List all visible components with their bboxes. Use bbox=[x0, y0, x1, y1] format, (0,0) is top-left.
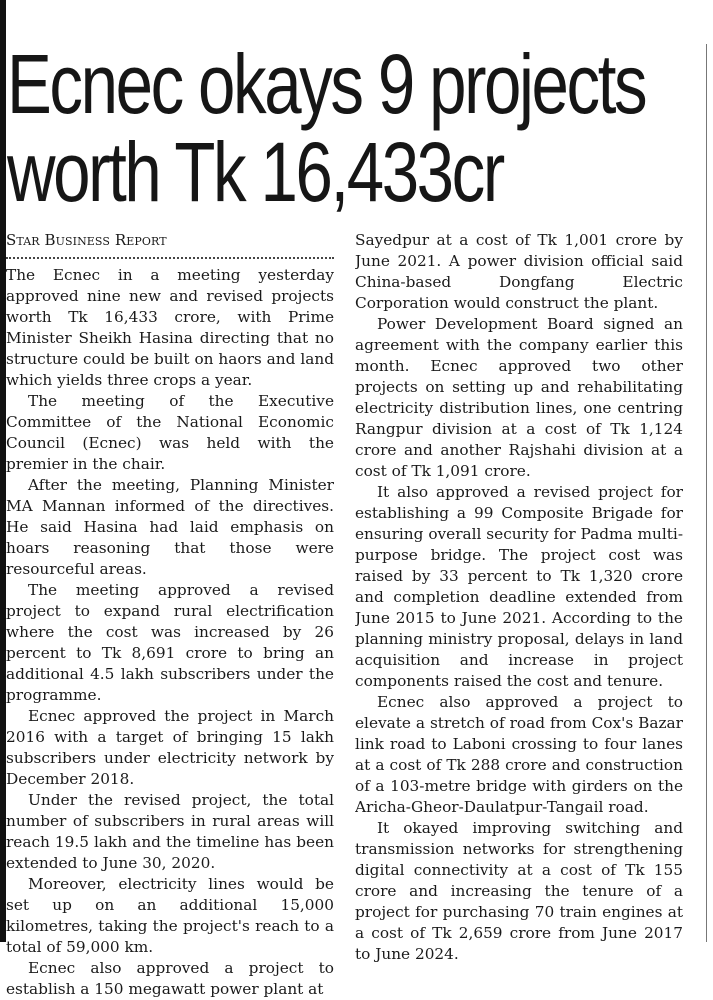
paragraph: Ecnec also approved a project to elevate a stretch of road from Cox's Bazar link road to Laboni crossing to four lanes at a cost of Tk 288 crore and construction of a 103-metre bridge with girders on the Aricha-Gheor-Daulatpur-Tangail road. bbox=[355, 693, 683, 816]
paragraph: The meeting of the Executive Committee of the National Economic Council (Ecnec) was held with the premier in the chair. bbox=[6, 392, 334, 473]
headline bbox=[7, 37, 646, 219]
paragraph: Power Development Board signed an agreement with the company earlier this month. Ecnec approved two other projects on setting up and rehabilitating electricity distribution lines, one centring Rangpur division at a cost of Tk 1,124 crore and another Rajshahi division at a cost of Tk 1,091 crore. bbox=[355, 315, 683, 480]
paragraph: Ecnec approved the project in March 2016 with a target of bringing 15 lakh subscribers under electricity network by December 2018. bbox=[6, 707, 334, 788]
byline: Star Business Report bbox=[6, 231, 167, 249]
paragraph: After the meeting, Planning Minister MA Mannan informed of the directives. He said Hasina had laid emphasis on hoars reasoning that those were resourceful areas. bbox=[6, 476, 334, 578]
paragraph: It okayed improving switching and transmission networks for strengthening digital connectivity at a cost of Tk 155 crore and increasing the tenure of a project for purchasing 70 train engines at a cost of Tk 2,659 crore from June 2017 to June 2024. bbox=[355, 819, 683, 963]
byline-dotted-rule bbox=[6, 251, 334, 259]
paragraph: It also approved a revised project for establishing a 99 Composite Brigade for ensuring overall security for Padma multi-purpose bridge. The project cost was raised by 33 percent to Tk 1,320 crore and completion deadline extended from June 2015 to June 2021. According to the planning ministry proposal, delays in land acquisition and increase in project components raised the cost and tenure. bbox=[355, 483, 683, 690]
paragraph: Moreover, electricity lines would be set up on an additional 15,000 kilometres, taking the project's reach to a total of 59,000 km. bbox=[6, 875, 334, 956]
column-divider-rule bbox=[706, 44, 707, 942]
article-column-left bbox=[6, 230, 334, 1000]
paragraph: Under the revised project, the total number of subscribers in rural areas will reach 19.5 lakh and the timeline has been extended to June 30, 2020. bbox=[6, 791, 334, 872]
paragraph: Sayedpur at a cost of Tk 1,001 crore by June 2021. A power division official said China-based Dongfang Electric Corporation would construct the plant. bbox=[355, 231, 683, 312]
paragraph: The Ecnec in a meeting yesterday approved nine new and revised projects worth Tk 16,433 crore, with Prime Minister Sheikh Hasina directing that no structure could be built on haors and land which yields three crops a year. bbox=[6, 266, 334, 389]
article-column-right bbox=[355, 230, 683, 965]
paragraph: Ecnec also approved a project to establish a 150 megawatt power plant at bbox=[6, 959, 334, 998]
headline-line-2: worth Tk 16,433cr bbox=[7, 125, 503, 219]
paragraph: The meeting approved a revised project to expand rural electrification where the cost was increased by 26 percent to Tk 8,691 crore to bring an additional 4.5 lakh subscribers under the programme. bbox=[6, 581, 334, 704]
headline-line-1: Ecnec okays 9 projects bbox=[7, 37, 646, 131]
